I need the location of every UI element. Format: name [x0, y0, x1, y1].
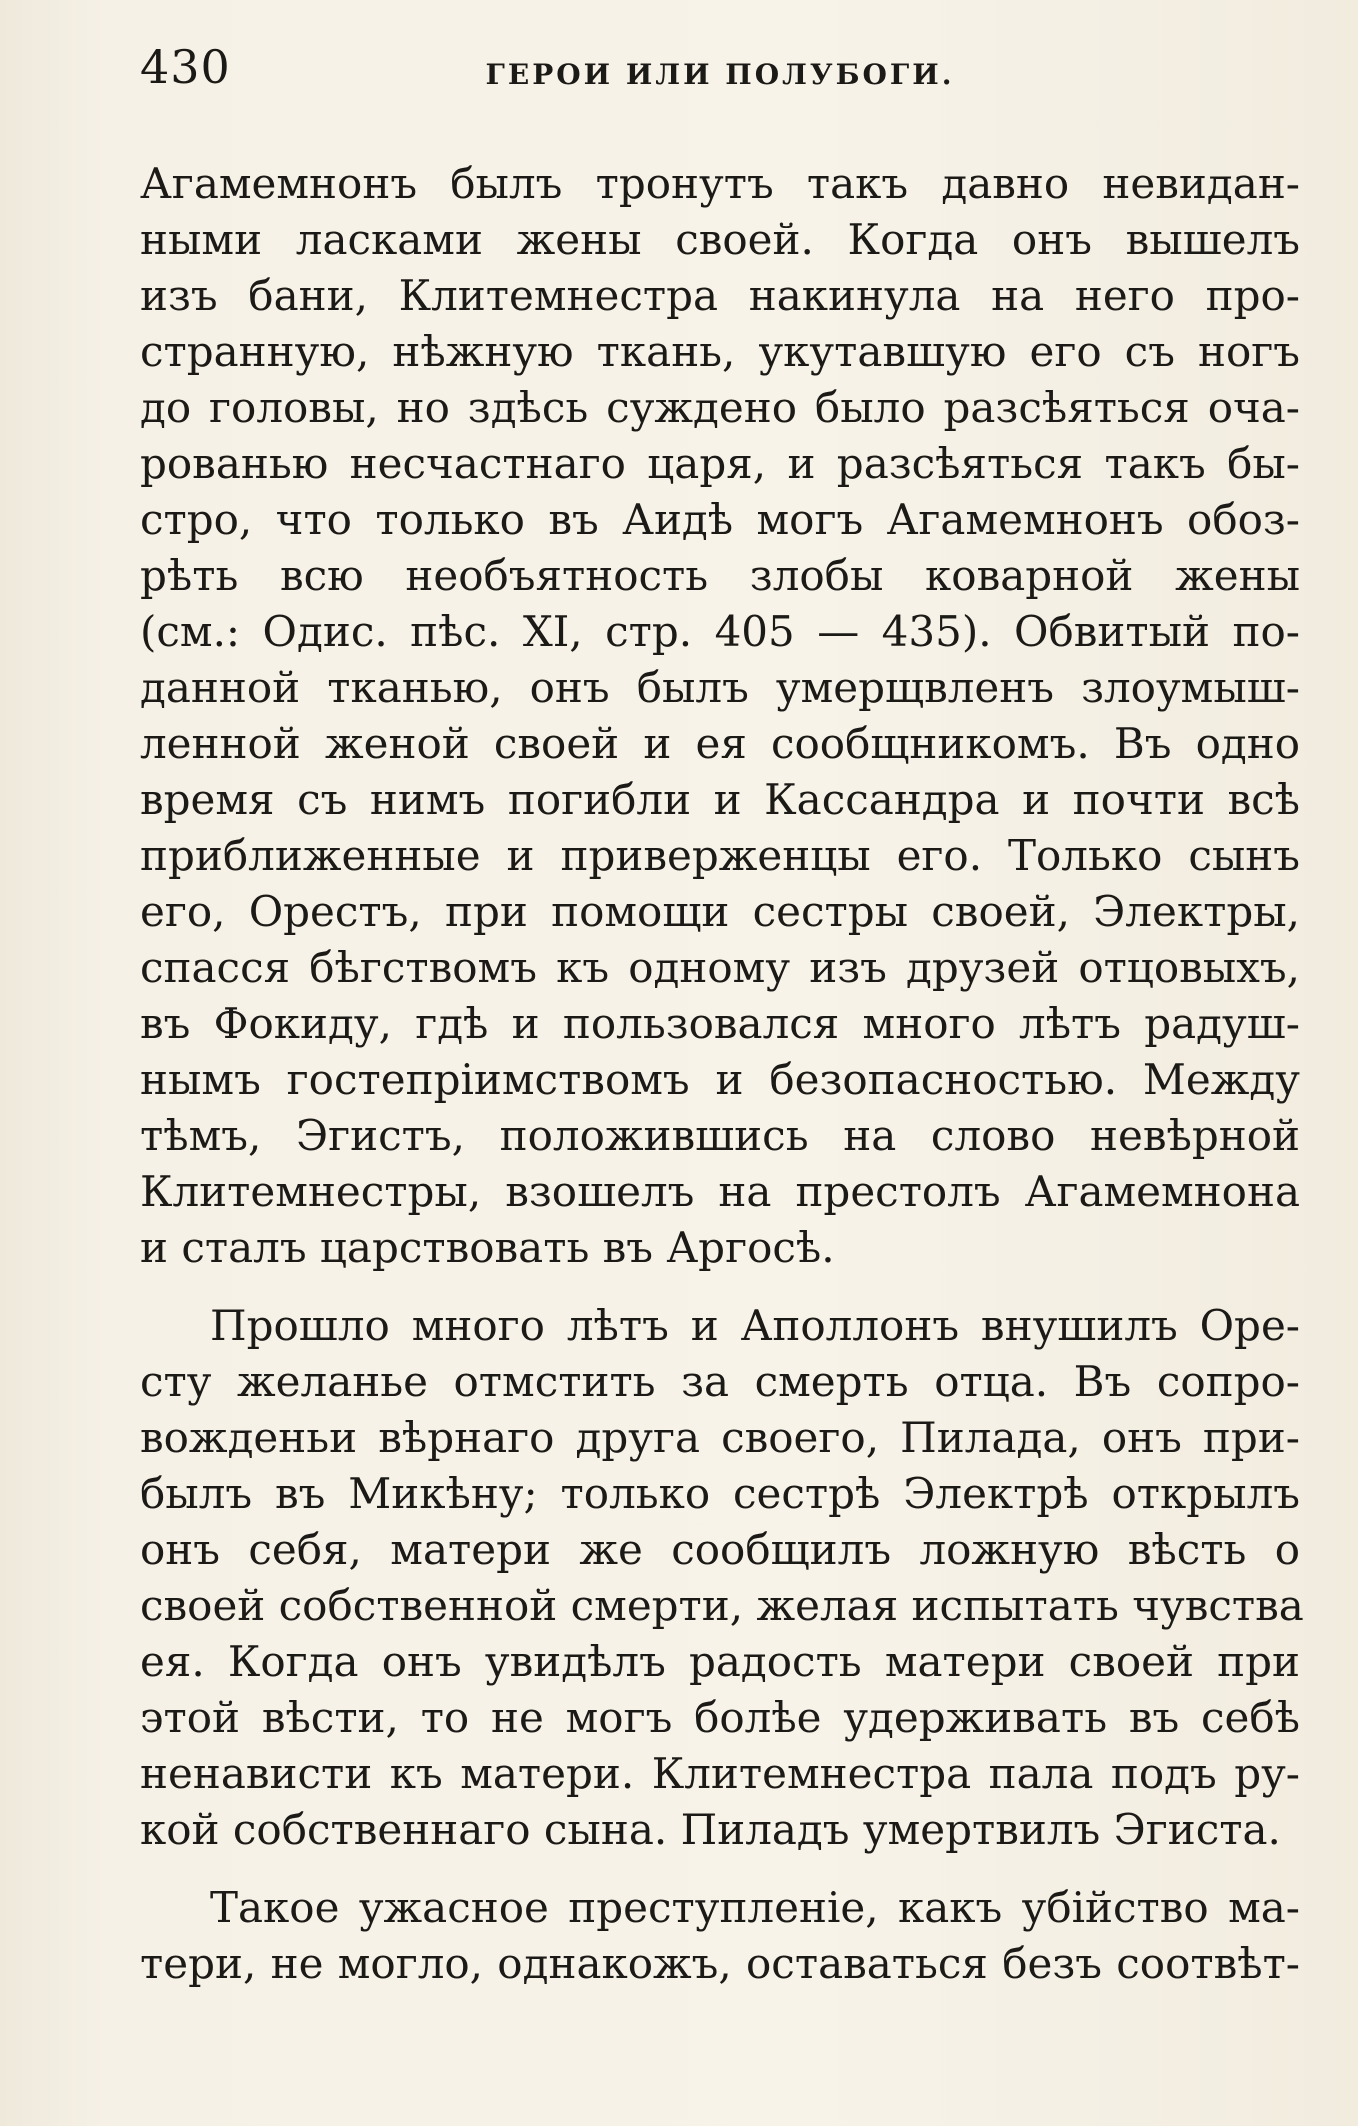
text-line: и сталъ царствовать въ Аргосѣ. [140, 1223, 835, 1272]
text-line: Клитемнестры, взошелъ на престолъ Агамемнона [140, 1167, 1300, 1216]
text-line: Агамемнонъ былъ тронутъ такъ давно невидан- [140, 159, 1300, 208]
text-line: тѣмъ, Эгистъ, положившись на слово невѣрной [140, 1111, 1300, 1160]
text-line: спасся бѣгствомъ къ одному изъ друзей отцовыхъ, [140, 943, 1300, 992]
text-line: странную, нѣжную ткань, укутавшую его съ ногъ [140, 327, 1300, 376]
text-line: своей собственной смерти, желая испытать чувства [140, 1581, 1304, 1630]
text-line: его, Орестъ, при помощи сестры своей, Электры, [140, 887, 1300, 936]
text-line: ленной женой своей и ея сообщникомъ. Въ одно [140, 719, 1300, 768]
text-line: былъ въ Микѣну; только сестрѣ Электрѣ открылъ [140, 1469, 1300, 1518]
text-line: тери, не могло, однакожъ, оставаться безъ соотвѣт- [140, 1939, 1300, 1988]
text-line: изъ бани, Клитемнестра накинула на него про- [140, 271, 1300, 320]
page-header [140, 40, 1300, 120]
text-line: кой собственнаго сына. Пиладъ умертвилъ Эгиста. [140, 1805, 1281, 1854]
running-title: ГЕРОИ ИЛИ ПОЛУБОГИ. [485, 58, 955, 91]
text-line: до головы, но здѣсь суждено было разсѣяться оча- [140, 383, 1300, 432]
text-line: сту желанье отмстить за смерть отца. Въ сопро- [140, 1357, 1300, 1406]
text-line: ея. Когда онъ увидѣлъ радость матери своей при [140, 1637, 1300, 1686]
text-line: Прошло много лѣтъ и Аполлонъ внушилъ Оре- [210, 1301, 1300, 1350]
text-line: данной тканью, онъ былъ умерщвленъ злоумыш- [140, 663, 1300, 712]
text-line: рованью несчастнаго царя, и разсѣяться такъ бы- [140, 439, 1300, 488]
text-line: стро, что только въ Аидѣ могъ Агамемнонъ обоз- [140, 495, 1300, 544]
text-line: вожденьи вѣрнаго друга своего, Пилада, онъ при- [140, 1413, 1300, 1462]
text-line: время съ нимъ погибли и Кассандра и почти всѣ [140, 775, 1300, 824]
text-line: онъ себя, матери же сообщилъ ложную вѣсть о [140, 1525, 1300, 1574]
text-line: ными ласками жены своей. Когда онъ вышелъ [140, 215, 1300, 264]
text-line: ненависти къ матери. Клитемнестра пала подъ ру- [140, 1749, 1300, 1798]
text-line: (см.: Одис. пѣс. XI, стр. 405 — 435). Обвитый по- [140, 607, 1300, 656]
page-number: 430 [140, 40, 231, 94]
text-line: рѣть всю необъятность злобы коварной жены [140, 551, 1300, 600]
text-line: нымъ гостепріимствомъ и безопасностью. Между [140, 1055, 1300, 1104]
text-line: въ Фокиду, гдѣ и пользовался много лѣтъ радуш- [140, 999, 1300, 1048]
text-line: приближенные и приверженцы его. Только сынъ [140, 831, 1300, 880]
text-line: этой вѣсти, то не могъ болѣе удерживать въ себѣ [140, 1693, 1300, 1742]
text-line: Такое ужасное преступленіе, какъ убійство ма- [210, 1883, 1300, 1932]
